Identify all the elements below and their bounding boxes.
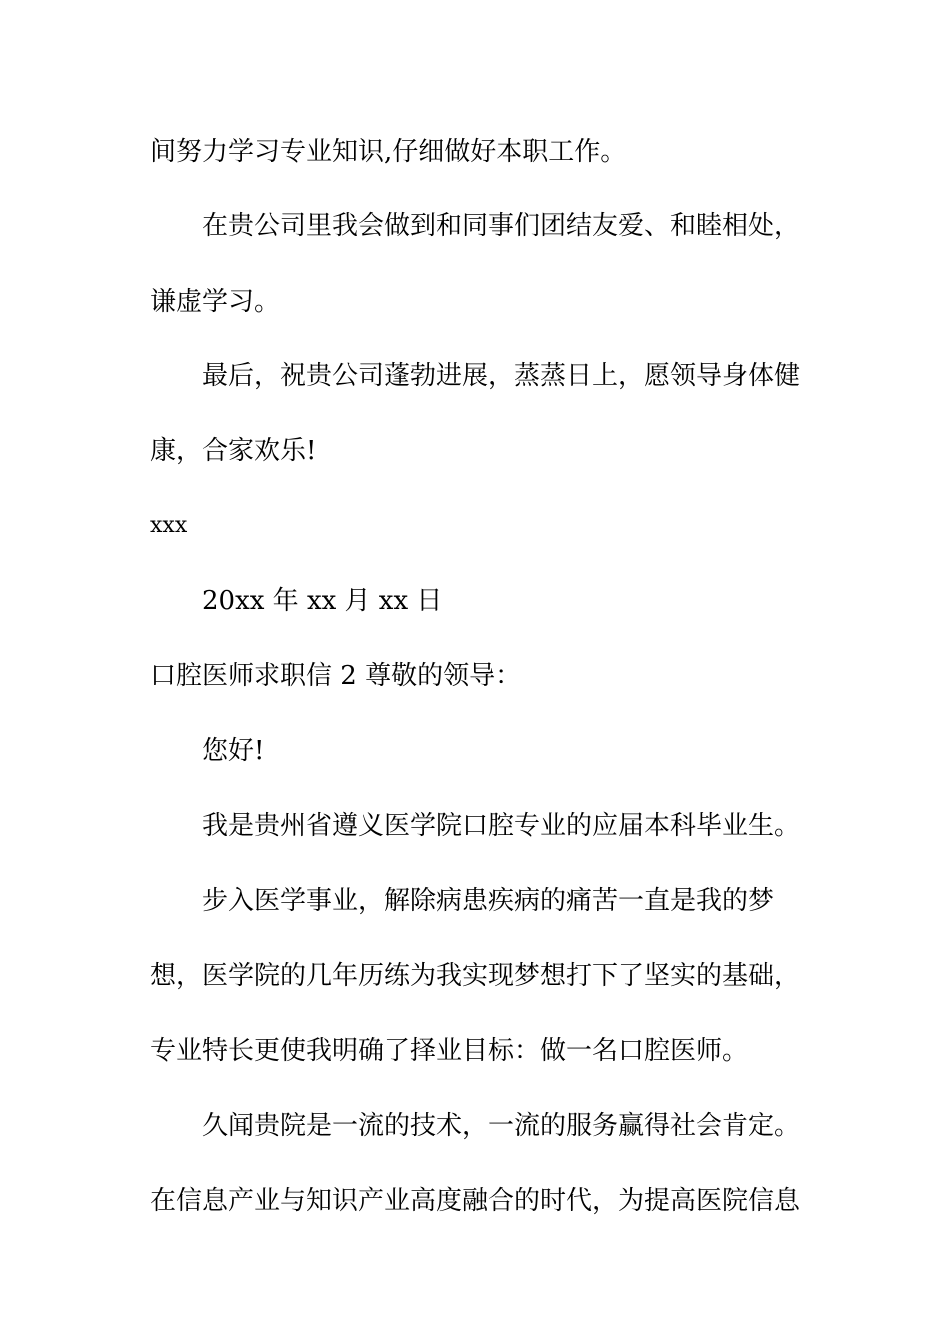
- greeting-line: 您好!: [202, 736, 265, 766]
- date-line: 20xx 年 xx 月 xx 日: [202, 586, 443, 616]
- text-line: 间努力学习专业知识,仔细做好本职工作。: [150, 137, 627, 167]
- text-line: 康，合家欢乐!: [150, 436, 317, 466]
- text-line: 在信息产业与知识产业高度融合的时代，为提高医院信息: [150, 1186, 801, 1216]
- text-line: 谦虚学习。: [150, 287, 281, 317]
- text-line: 步入医学事业，解除病患疾病的痛苦一直是我的梦: [202, 886, 775, 916]
- text-line: 我是贵州省遵义医学院口腔专业的应届本科毕业生。: [202, 811, 801, 841]
- heading-line: 口腔医师求职信 2 尊敬的领导：: [150, 661, 522, 691]
- text-line: 专业特长更使我明确了择业目标：做一名口腔医师。: [150, 1036, 749, 1066]
- text-line: 最后，祝贵公司蓬勃进展，蒸蒸日上，愿领导身体健: [202, 361, 801, 391]
- text-line: 想，医学院的几年历练为我实现梦想打下了坚实的基础，: [150, 961, 801, 991]
- text-line: 久闻贵院是一流的技术，一流的服务赢得社会肯定。: [202, 1111, 801, 1141]
- text-line: 在贵公司里我会做到和同事们团结友爱、和睦相处，: [202, 211, 801, 241]
- signature-line: xxx: [150, 513, 188, 538]
